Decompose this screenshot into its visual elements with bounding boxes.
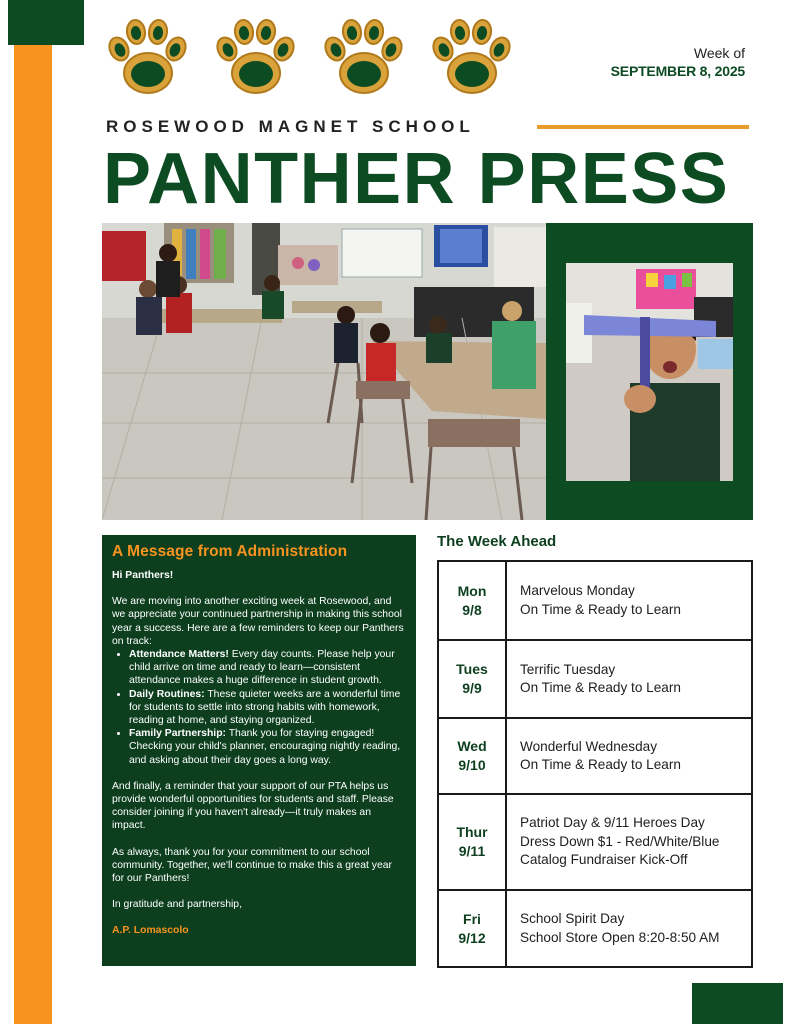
day-cell	[438, 718, 506, 794]
day-cell	[438, 794, 506, 890]
week-ahead-table	[437, 560, 753, 968]
paw-print-icon	[106, 16, 188, 98]
left-orange-bar	[14, 45, 52, 1024]
bullet-text: Every day counts. Please help your child arrive on time and ready to learn—consistent attendance makes a huge difference in student growth.	[129, 649, 395, 687]
paw-print-icon	[214, 16, 296, 98]
event-line: Marvelous Monday	[520, 583, 635, 598]
day-date: 9/10	[458, 757, 486, 773]
event-line: On Time & Ready to Learn	[520, 680, 681, 695]
day-name: Thur	[456, 824, 488, 840]
paw-print-icon	[430, 16, 512, 98]
admin-intro: We are moving into another exciting week at Rosewood, and we appreciate your continued partnership in making this school year a success. Here are a few reminders to keep our Panthers on track:	[112, 596, 404, 647]
day-name: Tues	[456, 661, 488, 677]
admin-thanks: As always, thank you for your commitment to our school community. Together, we'll continue to make this a great year for our Panthers!	[112, 846, 392, 885]
admin-pta-note: And finally, a reminder that your support of our PTA helps us provide wonderful opportunities for students and staff. Please consider joining if you haven't already—it truly makes an impact.	[112, 780, 394, 832]
bullet-label: Family Partnership:	[129, 728, 227, 740]
event-line: On Time & Ready to Learn	[520, 601, 681, 617]
week-ahead-title: The Week Ahead	[437, 533, 557, 550]
table-row	[438, 718, 752, 794]
week-of	[611, 44, 745, 80]
bullet-text: These quieter weeks are a wonderful time for students to settle into strong habits with homework, reading at home, and staying organized.	[129, 688, 401, 727]
school-name: ROSEWOOD MAGNET SCHOOL	[106, 117, 475, 136]
bullet-label: Daily Routines:	[129, 688, 205, 700]
list-item	[129, 648, 406, 688]
bottom-right-accent-block	[692, 983, 783, 1024]
event-cell	[506, 561, 752, 640]
admin-reminders-list	[112, 648, 406, 767]
event-cell	[506, 718, 752, 794]
week-date: SEPTEMBER 8, 2025	[610, 63, 745, 79]
table-row	[438, 561, 752, 640]
day-date: 9/11	[458, 843, 486, 859]
newsletter-title: PANTHER PRESS	[103, 139, 730, 219]
event-line: Patriot Day & 9/11 Heroes Day	[520, 815, 705, 831]
event-line: Dress Down $1 - Red/White/Blue	[520, 833, 720, 849]
event-line: Wonderful Wednesday	[520, 738, 658, 754]
event-line: Terrific Tuesday	[520, 661, 616, 677]
list-item	[129, 688, 406, 728]
day-date: 9/8	[462, 601, 482, 618]
day-name: Fri	[463, 910, 481, 927]
classroom-photo	[102, 223, 546, 520]
admin-greeting: Hi Panthers!	[112, 570, 174, 581]
day-date: 9/9	[462, 680, 482, 696]
list-item	[129, 727, 406, 767]
day-name: Mon	[457, 582, 487, 599]
day-cell	[438, 890, 506, 967]
day-date: 9/12	[458, 929, 486, 946]
admin-signature: A.P. Lomascolo	[112, 925, 189, 937]
event-cell	[506, 640, 752, 718]
event-line: School Spirit Day	[520, 911, 625, 926]
admin-message-box	[102, 535, 416, 966]
paw-print-icon	[322, 16, 404, 98]
table-row	[438, 794, 752, 890]
admin-message-title: A Message from Administration	[112, 543, 348, 560]
week-label: Week of	[693, 45, 745, 61]
day-name: Wed	[457, 738, 487, 754]
admin-message-body	[112, 569, 406, 938]
event-cell	[506, 890, 752, 967]
event-cell	[506, 794, 752, 890]
event-line: On Time & Ready to Learn	[520, 757, 681, 772]
top-left-accent-block	[8, 0, 84, 45]
admin-closing: In gratitude and partnership,	[112, 899, 242, 911]
table-row	[438, 890, 752, 967]
bullet-text: Thank you for staying engaged! Checking your child's planner, encouraging nightly reading, and asking about their day goes a long way.	[129, 728, 401, 766]
day-cell	[438, 640, 506, 718]
day-cell	[438, 561, 506, 640]
bullet-label: Attendance Matters!	[129, 649, 229, 661]
event-line: Catalog Fundraiser Kick-Off	[520, 852, 688, 868]
student-photo	[566, 263, 733, 481]
school-name-rule	[537, 125, 749, 129]
event-line: School Store Open 8:20-8:50 AM	[520, 929, 720, 945]
table-row	[438, 640, 752, 718]
